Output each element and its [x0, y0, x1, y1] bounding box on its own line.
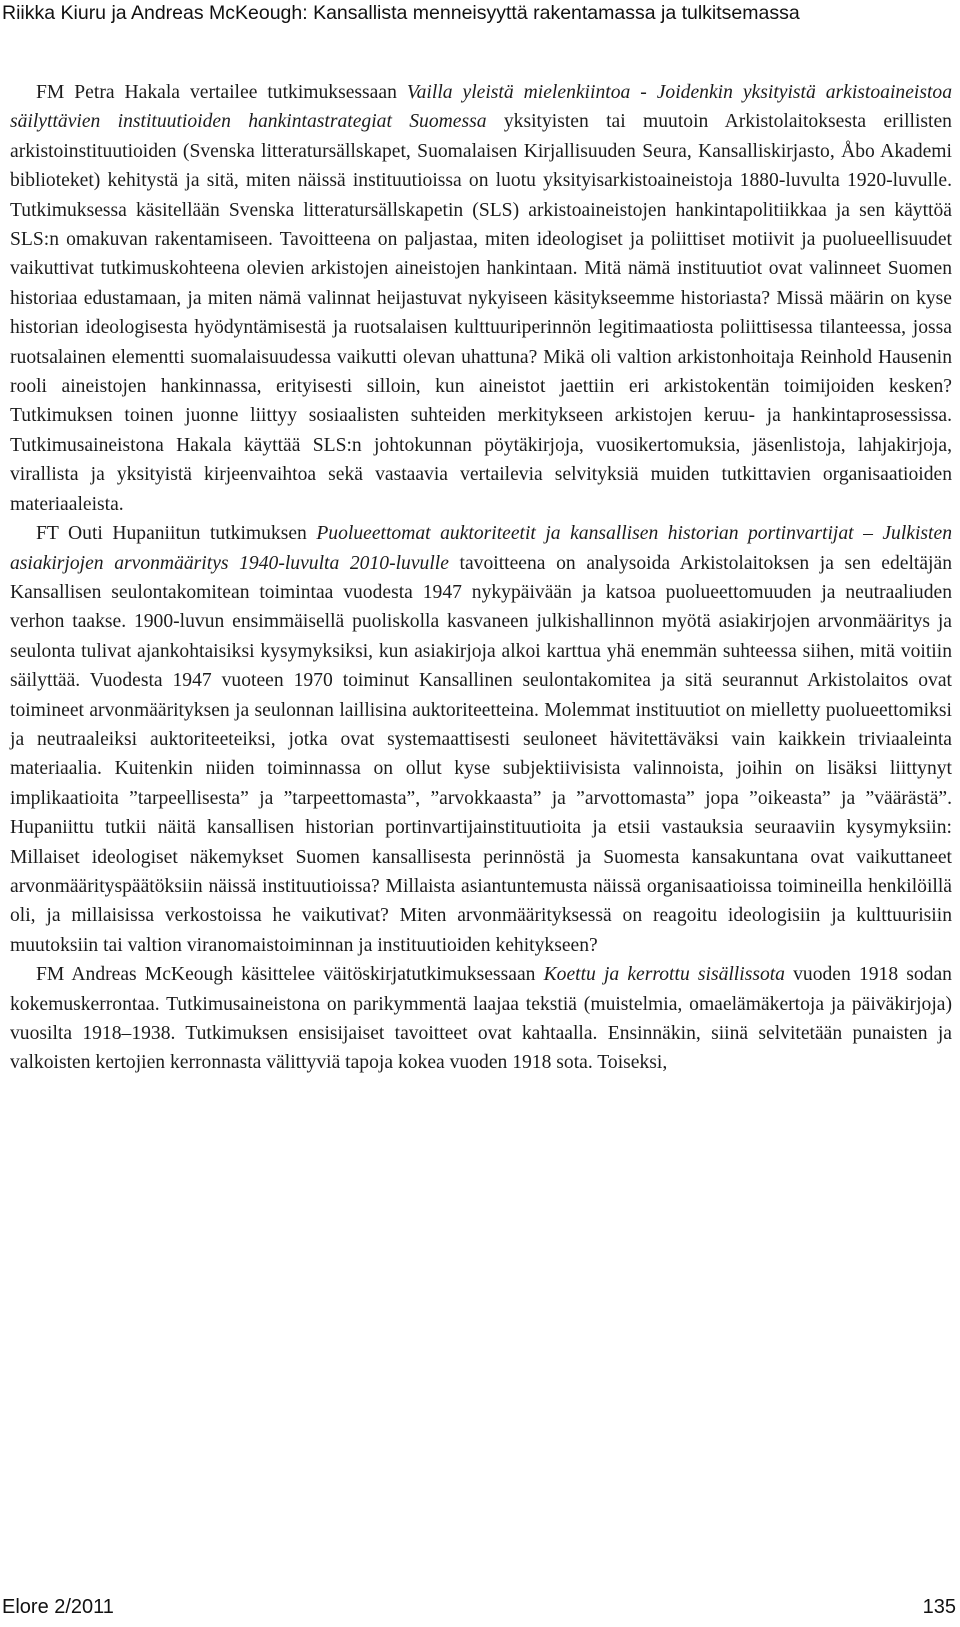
text-segment: tavoitteena on analysoida Arkistolaitoksen ja sen edeltäjän Kansallisen seulontakomitean toimintaa vuodesta 1947 nykypäivään ja katsoa puolueettomuuden ja neutraaliuden verhon taakse. 1900-luvun ensimmäisellä puoliskolla kasvaneen julkishallinnon myötä asiakirjojen arvonmääritys ja seulonta tulivat ajankohtaisiksi kysymyksiksi, kun asiakirjoja alkoi karttua yhä enemmän suhteessa siihen, mitä voitiin säilyttää. Vuodesta 1947 vuoteen 1970 toiminut Kansallinen seulontakomitea ja sitä seurannut Arkistolaitos ovat toimineet arvonmäärityksen ja seulonnan laillisina auktoriteetteina. Molemmat instituutiot on mielletty puolueettomiksi ja neutraaleiksi auktoriteeteiksi, jotka ovat systemaattisesti seuloneet hävitettäväksi vain kaikkein triviaaleinta materiaalia. Kuitenkin niiden toiminnassa on ollut kyse subjektiivisista valinnoista, joihin on lisäksi liittynyt implikaatioita ”tarpeellisesta” ja ”tarpeettomasta”, ”arvokkaasta” ja ”arvottomasta” jopa ”oikeasta” ja ”väärästä”. Hupaniittu tutkii näitä kansallisen historian portinvartijainstituutioita ja etsii vastauksia seuraaviin kysymyksiin: Millaiset ideologiset näkemykset Suomen kansallisesta perinnöstä ja Suomesta kansakuntana ovat vaikuttaneet arvonmäärityspäätöksiin näissä instituutioissa? Millaista asiantuntemusta näissä organisaatioissa toimineilla henkilöillä oli, ja millaisissa verkostoissa he vaikutivat? Miten arvonmäärityksessä on reagoitu ideologisiin ja kulttuurisiin muutoksiin tai valtion viranomaistoiminnan ja instituutioiden kehitykseen?: [10, 552, 952, 956]
journal-issue: Elore 2/2011: [2, 1596, 114, 1618]
paragraph-hupaniittu: [10, 519, 952, 960]
article-body: [10, 78, 952, 1078]
paragraph-hakala: [10, 78, 952, 519]
thesis-title-mckeough: Koettu ja kerrottu sisällissota: [543, 964, 785, 986]
text-segment: FT Outi Hupaniitun tutkimuksen: [36, 523, 317, 545]
text-segment: FM Petra Hakala vertailee tutkimuksessaan: [36, 82, 407, 103]
thesis-title-hakala: Vailla yleistä mielenkiintoa - Joidenkin yksityistä arkistoaineistoa säilyttävien instituutioiden hankintastrategiat Suomessa: [10, 82, 953, 133]
running-title: Riikka Kiuru ja Andreas McKeough: Kansallista menneisyyttä rakentamassa ja tulkitsemassa: [2, 2, 800, 24]
text-segment: yksityisten tai muutoin Arkistolaitoksesta erillisten arkistoinstituutioiden (Svenska litteratursällskapet, Suomalaisen Kirjallisuuden Seura, Kansalliskirjasto, Åbo Akademi biblioteket) kehitystä ja sitä, miten näissä instituutioissa on luotu yksityisarkistoaineistoja 1880-luvulta 1920-luvulle. Tutkimuksessa käsitellään Svenska litteratursällskapetin (SLS) arkistoaineistojen hankintapolitiikkaa ja sen käyttöä SLS:n omakuvan rakentamiseen. Tavoitteena on paljastaa, miten ideologiset ja poliittiset motiivit ja puolueellisuudet vaikuttivat tutkimuskohteena olevien arkistojen aineistojen hankintaan. Mitä nämä instituutiot ovat valinneet Suomen historiaa edustamaan, ja miten nämä valinnat heijastuvat nykyiseen käsitykseemme historiasta? Missä määrin on kyse historian ideologisesta hyödyntämisestä ja ruotsalaisen kulttuuriperinnön legitimaatiosta poliittisessa tilanteessa, jossa ruotsalainen elementti suomalaisuudessa vaikutti olevan uhattuna? Mikä oli valtion arkistonhoitaja Reinhold Hausenin rooli aineistojen hankinnassa, erityisesti silloin, kun aineistot jaettiin eri arkistokentän toimijoiden kesken? Tutkimuksen toinen juonne liittyy sosiaalisten suhteiden merkitykseen arkistojen keruu- ja hankintaprosessissa. Tutkimusaineistona Hakala käyttää SLS:n johtokunnan pöytäkirjoja, vuosikertomuksia, jäsenlistoja, lahjakirjoja, virallista ja yksityistä kirjeenvaihtoa sekä vastaavia vertailevia selvityksiä muiden tutkittavien organisaatioiden materiaaleista.: [10, 111, 952, 515]
text-segment: vuoden 1918 sodan kokemuskerrontaa. Tutkimusaineistona on parikymmentä laajaa tekstiä (muistelmia, omaelämäkertoja ja päiväkirjoja) vuosilta 1918–1938. Tutkimuksen ensisijaiset tavoitteet ovat kahtaalla. Ensinnäkin, siinä selvitetään punaisten ja valkoisten kertojien kerronnasta välittyviä tapoja kokea vuoden 1918 sota. Toiseksi,: [10, 964, 952, 1074]
page-number: 135: [922, 1596, 956, 1618]
paragraph-mckeough: [10, 960, 952, 1078]
page-footer: [2, 1596, 956, 1619]
thesis-title-hupaniittu: Puolueettomat auktoriteetit ja kansallisen historian portinvartijat – Julkisten asiakirjojen arvonmääritys 1940-luvulta 2010-luvulle: [10, 523, 952, 574]
running-header: [2, 2, 958, 25]
text-segment: FM Andreas McKeough käsittelee väitöskirjatutkimuksessaan: [36, 964, 544, 986]
